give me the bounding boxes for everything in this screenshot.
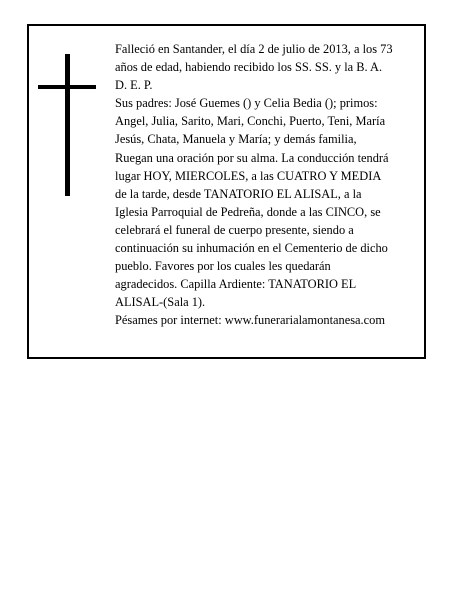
notice-line-funeral: celebrará el funeral de cuerpo presente, siendo a bbox=[115, 222, 354, 237]
notice-line-death: Falleció en Santander, el día 2 de julio de 2013, a los 73 bbox=[115, 42, 393, 56]
notice-line-chapel: agradecidos. Capilla Ardiente: TANATORIO EL bbox=[115, 277, 357, 292]
notice-line-parents: Sus padres: José Guemes () y Celia Bedia (); primos: bbox=[115, 96, 378, 111]
notice-line-cousins: Angel, Julia, Sarito, Mari, Conchi, Puerto, Teni, María bbox=[115, 114, 386, 129]
notice-line-burial: continuación su inhumación en el Cementerio de dicho bbox=[115, 241, 388, 256]
notice-line-rip: D. E. P. bbox=[115, 78, 153, 93]
notice-line-age: años de edad, habiendo recibido los SS. SS. y la B. A. bbox=[115, 60, 383, 75]
notice-line-church: Iglesia Parroquial de Pedreña, donde a las CINCO, se bbox=[115, 204, 381, 219]
notice-line-departure: de la tarde, desde TANATORIO EL ALISAL, a la bbox=[115, 186, 362, 201]
notice-line-thanks: pueblo. Favores por los cuales les quedarán bbox=[115, 259, 331, 274]
notice-line-prayer: Ruegan una oración por su alma. La conducción tendrá bbox=[115, 150, 389, 165]
notice-line-room: ALISAL-(Sala 1). bbox=[115, 295, 206, 310]
notice-line-time: lugar HOY, MIERCOLES, a las CUATRO Y MEDIA bbox=[115, 168, 382, 183]
obituary-text bbox=[115, 40, 420, 330]
notice-line-family: Jesús, Chata, Manuela y María; y demás familia, bbox=[115, 132, 357, 147]
notice-line-condolences: Pésames por internet: www.funerarialamontanesa.com bbox=[115, 313, 385, 328]
